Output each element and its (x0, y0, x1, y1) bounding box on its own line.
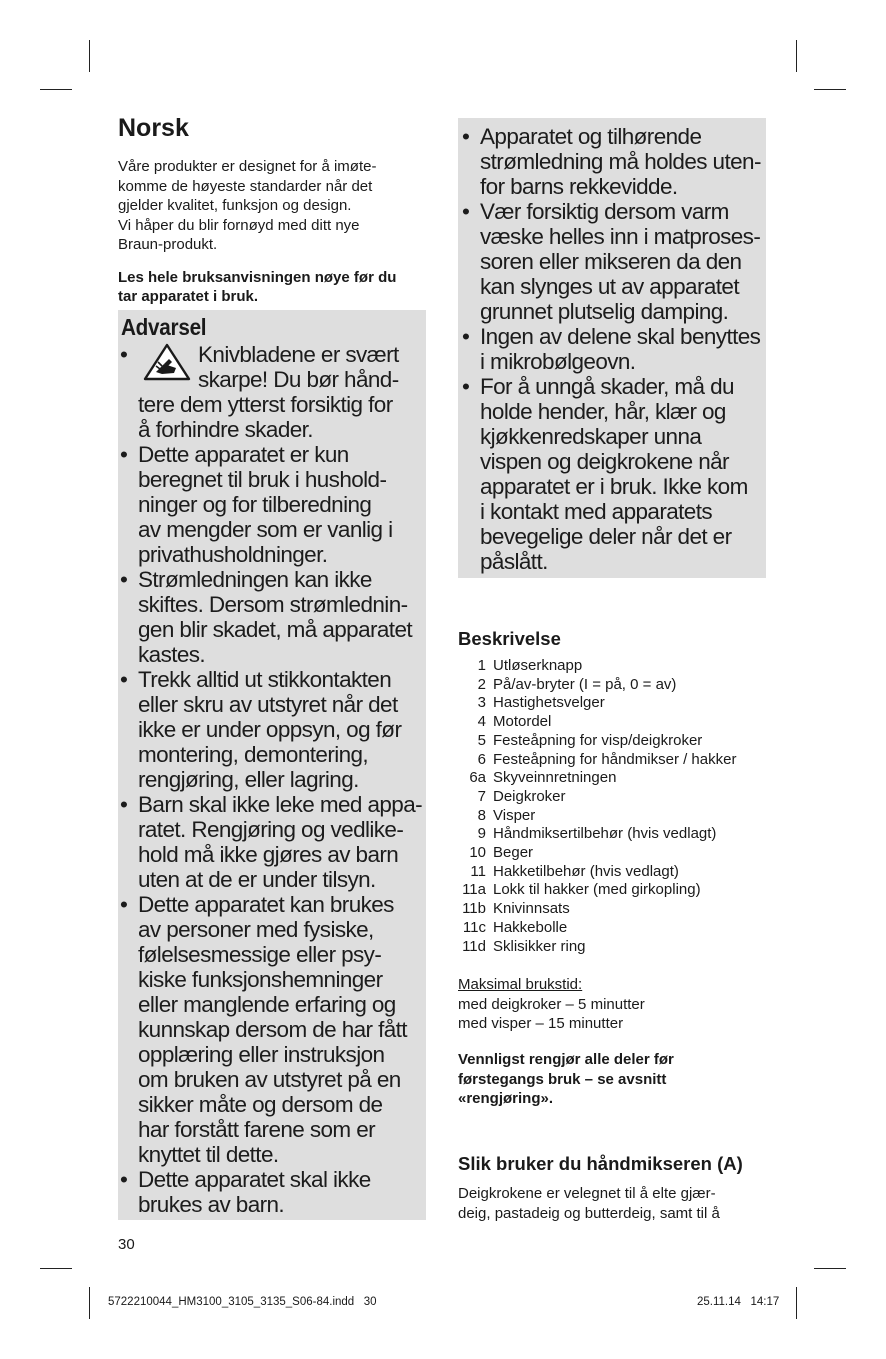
warning-title: Advarsel (121, 314, 207, 340)
warning-line: væske helles inn i matproses- (480, 224, 761, 249)
bullet: • (120, 442, 128, 467)
part-label: Festeåpning for håndmikser / hakker (493, 750, 737, 768)
part-label: Utløserknapp (493, 657, 583, 674)
intro-text (118, 157, 428, 255)
bullet: • (120, 342, 128, 367)
parts-row (458, 881, 736, 900)
warning-item (118, 567, 423, 667)
max-use-label: Maksimal brukstid: (458, 976, 583, 993)
warning-line: hold må ikke gjøres av barn (138, 842, 399, 867)
part-number: 11a (462, 881, 486, 899)
warning-line: brukes av barn. (138, 1192, 285, 1217)
part-label: Knivinnsats (493, 900, 570, 918)
warning-item (118, 1167, 423, 1217)
parts-row (458, 751, 736, 770)
warning-line: Barn skal ikke leke med appa- (138, 792, 422, 817)
warning-line: kunnskap dersom de har fått (138, 1017, 407, 1042)
parts-row (458, 863, 736, 882)
warning-line: knyttet til dette. (138, 1142, 279, 1167)
warning-line: Strømledningen kan ikke (138, 567, 372, 592)
warning-line: Ingen av delene skal benyttes (480, 324, 761, 349)
warning-line: For å unngå skader, må du (480, 374, 734, 399)
intro-line: Vi håper du blir fornøyd med ditt nye (118, 216, 360, 234)
part-label: Deigkroker (493, 787, 566, 805)
bullet: • (120, 792, 128, 817)
parts-row (458, 900, 736, 919)
parts-list (458, 657, 736, 956)
max-use-time (458, 975, 645, 1034)
part-label: Beger (493, 844, 534, 862)
bullet: • (462, 199, 470, 224)
warning-line: Trekk alltid ut stikkontakten (138, 667, 392, 692)
parts-row (458, 657, 736, 676)
warning-item (118, 442, 423, 567)
warning-line: har forstått farene som er (138, 1117, 376, 1142)
part-number: 6 (477, 750, 486, 768)
part-label: Festeåpning for visp/deigkroker (493, 731, 703, 749)
warning-item (460, 124, 765, 199)
parts-row (458, 788, 736, 807)
warning-line: gen blir skadet, må apparatet (138, 617, 413, 642)
part-label: Lokk til hakker (med girkopling) (493, 881, 701, 899)
bullet: • (462, 374, 470, 399)
bullet: • (462, 324, 470, 349)
warning-line: montering, demontering, (138, 742, 369, 767)
warning-line: uten at de er under tilsyn. (138, 867, 376, 892)
warning-line: kastes. (138, 642, 206, 667)
warning-line: for barns rekkevidde. (480, 174, 678, 199)
parts-row (458, 732, 736, 751)
part-number: 11c (462, 918, 486, 936)
part-label: På/av-bryter (I = på, 0 = av) (493, 675, 677, 693)
bullet: • (120, 667, 128, 692)
warning-line: følelsesmessige eller psy- (138, 942, 382, 967)
parts-row (458, 938, 736, 957)
warning-line: å forhindre skader. (138, 417, 313, 442)
warning-line: apparatet er i bruk. Ikke kom (480, 474, 748, 499)
usage-line: deig, pastadeig og butterdeig, samt til å (458, 1204, 720, 1222)
warning-line: kjøkkenredskaper unna (480, 424, 702, 449)
parts-row (458, 713, 736, 732)
footer-timestamp: 25.11.14 14:17 (697, 1296, 780, 1308)
part-label: Hakketilbehør (hvis vedlagt) (493, 862, 679, 880)
crop-mark (40, 1268, 72, 1269)
part-number: 9 (477, 825, 486, 843)
part-number: 11d (462, 937, 486, 955)
warning-item (118, 792, 423, 892)
warning-list-left (118, 342, 423, 1217)
part-number: 1 (477, 657, 486, 674)
max-use-line: med deigkroker – 5 minutter (458, 995, 645, 1013)
parts-row (458, 769, 736, 788)
bullet: • (120, 1167, 128, 1192)
cleaning-line: førstegangs bruk – se avsnitt (458, 1070, 667, 1088)
part-number: 4 (477, 713, 486, 731)
warning-line: ninger og for tilberedning (138, 492, 372, 517)
intro-bold-line: Les hele bruksanvisningen nøye før du (118, 268, 397, 286)
warning-line: beregnet til bruk i hushold- (138, 467, 387, 492)
part-number: 8 (477, 806, 486, 824)
warning-list-right (460, 124, 765, 574)
warning-line: opplæring eller instruksjon (138, 1042, 385, 1067)
page-title: Norsk (118, 114, 189, 142)
warning-line: holde hender, hår, klær og (480, 399, 726, 424)
warning-line: Dette apparatet kan brukes (138, 892, 394, 917)
part-number: 7 (477, 787, 486, 805)
crop-mark (796, 1287, 797, 1319)
intro-line: Braun-produkt. (118, 236, 218, 254)
warning-item (118, 892, 423, 1167)
warning-line: Dette apparatet er kun (138, 442, 349, 467)
part-label: Hastighetsvelger (493, 694, 605, 712)
warning-line: rengjøring, eller lagring. (138, 767, 359, 792)
usage-text (458, 1184, 763, 1223)
part-number: 11b (462, 900, 486, 918)
part-number: 6a (469, 769, 486, 787)
intro-bold-line: tar apparatet i bruk. (118, 287, 259, 305)
bullet: • (120, 892, 128, 917)
part-number: 3 (477, 694, 486, 712)
intro-line: komme de høyeste standarder når det (118, 177, 373, 195)
warning-line: tere dem ytterst forsiktig for (138, 392, 393, 417)
cleaning-line: «rengjøring». (458, 1090, 554, 1107)
usage-heading: Slik bruker du håndmikseren (A) (458, 1153, 743, 1174)
part-number: 5 (477, 731, 486, 749)
warning-line: Apparatet og tilhørende (480, 124, 702, 149)
crop-mark (814, 89, 846, 90)
warning-line: ikke er under oppsyn, og før (138, 717, 402, 742)
part-number: 11 (470, 862, 486, 880)
part-label: Skyveinnretningen (493, 769, 617, 787)
warning-line: kiske funksjonshemninger (138, 967, 383, 992)
warning-line: sikker måte og dersom de (138, 1092, 383, 1117)
description-heading: Beskrivelse (458, 628, 561, 649)
bullet: • (120, 567, 128, 592)
parts-row (458, 807, 736, 826)
part-label: Håndmiksertilbehør (hvis vedlagt) (493, 825, 717, 843)
warning-line: om bruken av utstyret på en (138, 1067, 401, 1092)
part-number: 10 (469, 844, 486, 862)
warning-line: bevegelige deler når det er (480, 524, 732, 549)
warning-item (460, 324, 765, 374)
warning-line: Dette apparatet skal ikke (138, 1167, 371, 1192)
parts-row (458, 844, 736, 863)
bullet: • (462, 124, 470, 149)
parts-row (458, 825, 736, 844)
crop-mark (814, 1268, 846, 1269)
warning-item (460, 374, 765, 574)
warning-item (118, 667, 423, 792)
usage-line: Deigkrokene er velegnet til å elte gjær- (458, 1185, 716, 1202)
warning-line: strømledning må holdes uten- (480, 149, 761, 174)
cleaning-line: Vennligst rengjør alle deler før (458, 1051, 674, 1068)
warning-item (118, 342, 423, 442)
part-label: Motordel (493, 713, 552, 731)
parts-row (458, 919, 736, 938)
warning-line: av mengder som er vanlig i (138, 517, 393, 542)
part-label: Hakkebolle (493, 918, 568, 936)
part-label: Sklisikker ring (493, 937, 586, 955)
warning-item (460, 199, 765, 324)
warning-line: Vær forsiktig dersom varm (480, 199, 729, 224)
crop-mark (89, 1287, 90, 1319)
crop-mark (796, 40, 797, 72)
warning-line: vispen og deigkrokene når (480, 449, 729, 474)
footer-file-info: 5722210044_HM3100_3105_3135_S06-84.indd 30 (108, 1296, 377, 1308)
warning-line: ratet. Rengjøring og vedlike- (138, 817, 404, 842)
intro-line: gjelder kvalitet, funksjon og design. (118, 197, 352, 215)
left-column (118, 112, 428, 306)
warning-line: av personer med fysiske, (138, 917, 374, 942)
warning-line: privathusholdninger. (138, 542, 328, 567)
warning-line: skiftes. Dersom strømlednin- (138, 592, 408, 617)
warning-line: grunnet plutselig damping. (480, 299, 729, 324)
page-number: 30 (118, 1236, 135, 1253)
warning-line: kan slynges ut av apparatet (480, 274, 739, 299)
sharp-blade-warning-icon (142, 342, 192, 382)
intro-bold-note (118, 268, 428, 306)
crop-mark (40, 89, 72, 90)
warning-line: skarpe! Du bør hånd- (198, 367, 399, 392)
warning-line: i kontakt med apparatets (480, 499, 712, 524)
cleaning-note (458, 1050, 758, 1109)
max-use-line: med visper – 15 minutter (458, 1015, 624, 1032)
warning-line: i mikrobølgeovn. (480, 349, 636, 374)
parts-row (458, 694, 736, 713)
part-number: 2 (477, 675, 486, 693)
part-label: Visper (493, 806, 536, 824)
warning-line: eller skru av utstyret når det (138, 692, 398, 717)
crop-mark (89, 40, 90, 72)
parts-row (458, 676, 736, 695)
warning-line: soren eller mikseren da den (480, 249, 742, 274)
warning-line: Knivbladene er svært (198, 342, 399, 367)
warning-line: påslått. (480, 549, 548, 574)
warning-line: eller manglende erfaring og (138, 992, 396, 1017)
intro-line: Våre produkter er designet for å imøte- (118, 158, 377, 175)
